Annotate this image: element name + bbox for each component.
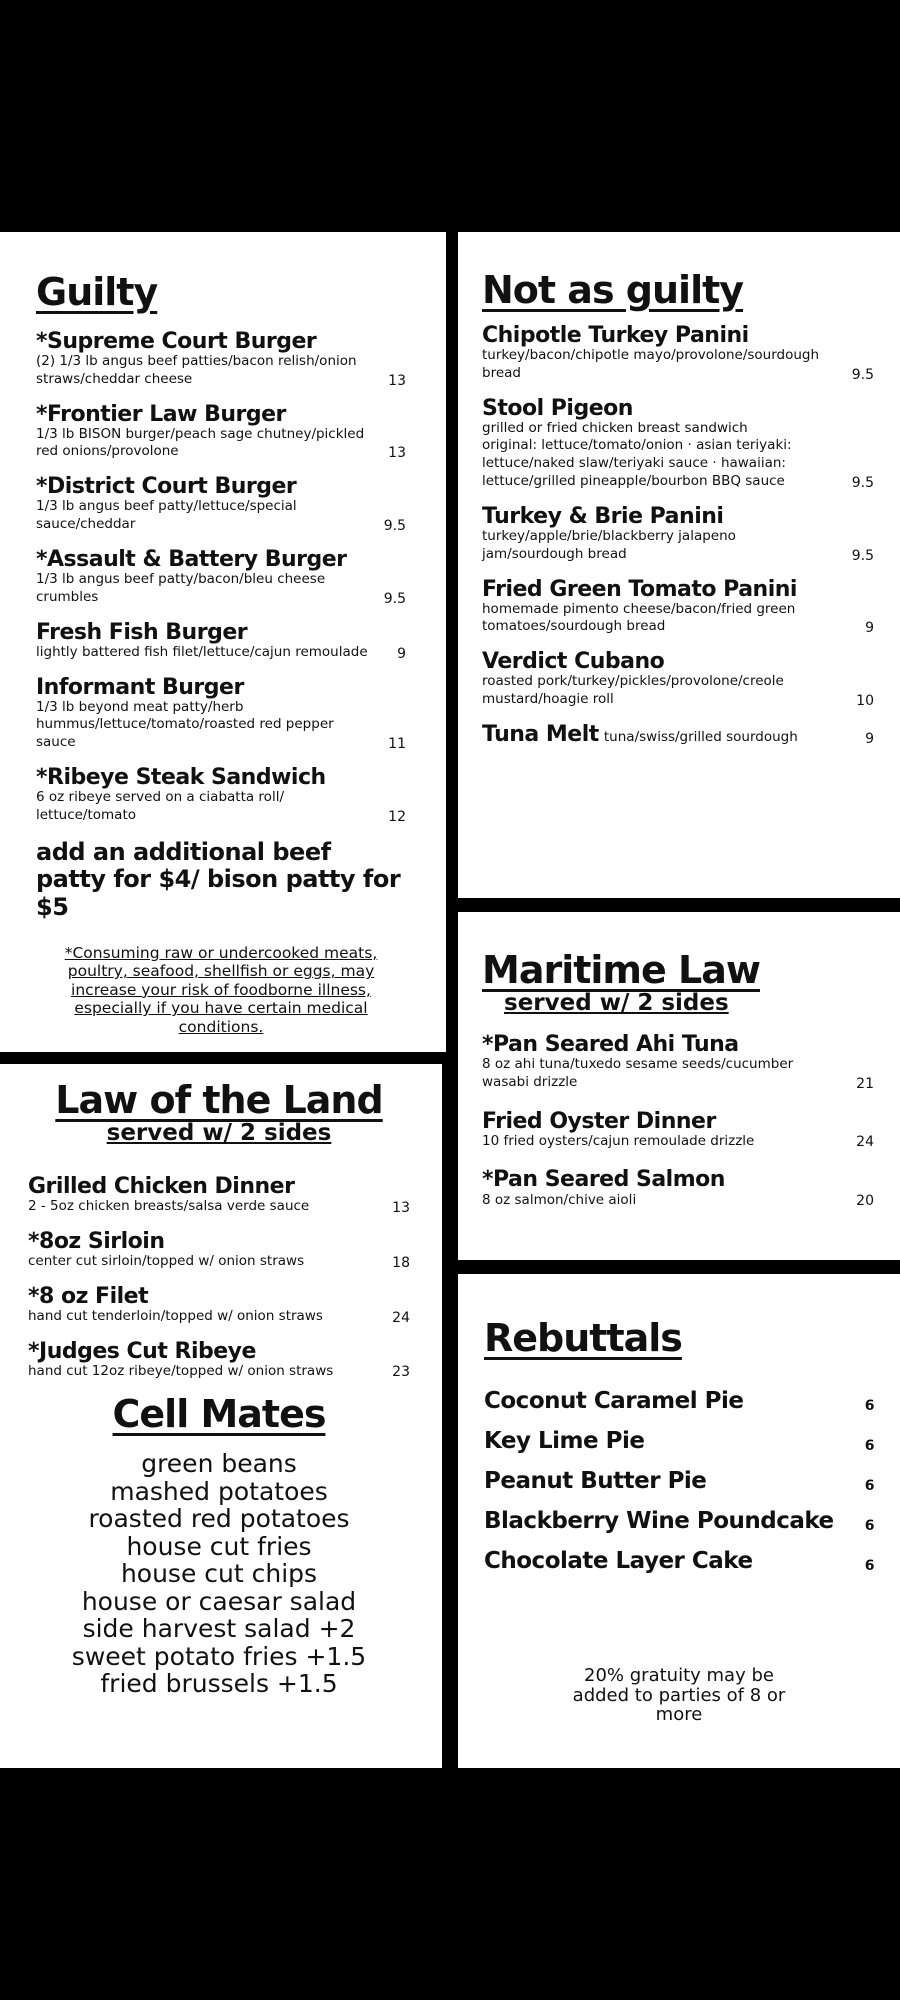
extra-patty-note: add an additional beef patty for $4/ bison patty for $5: [36, 837, 401, 922]
cellmates-title: Cell Mates: [112, 1392, 326, 1437]
side-item: roasted red potatoes: [88, 1504, 350, 1534]
item-name: Stool Pigeon: [482, 395, 633, 421]
item-desc: 1/3 lb BISON burger/peach sage chutney/pickled red onions/provolone: [36, 425, 365, 460]
item-desc: 1/3 lb beyond meat patty/herb hummus/lettuce/tomato/roasted red pepper sauce: [36, 698, 334, 751]
dessert-name: Chocolate Layer Cake: [484, 1547, 753, 1574]
item-name: *Judges Cut Ribeye: [28, 1338, 256, 1364]
land-panel: [0, 1064, 442, 1768]
side-item: mashed potatoes: [110, 1476, 328, 1506]
dessert-price: 6: [864, 1477, 874, 1494]
item-desc: turkey/apple/brie/blackberry jalapeno jam/sourdough bread: [482, 527, 736, 562]
item-desc: 2 - 5oz chicken breasts/salsa verde sauce: [28, 1197, 310, 1214]
not-guilty-title: Not as guilty: [482, 268, 744, 312]
item-desc: (2) 1/3 lb angus beef patties/bacon relish/onion straws/cheddar cheese: [36, 352, 357, 387]
dessert-item: [484, 1508, 874, 1548]
rebuttals-panel: [458, 1274, 900, 1768]
item-price: 9: [397, 645, 406, 662]
item-price: 13: [392, 1199, 410, 1216]
menu-item: [36, 621, 406, 662]
side-item: house or caesar salad: [81, 1586, 357, 1616]
item-name: *Ribeye Steak Sandwich: [36, 765, 326, 791]
dessert-item: [484, 1468, 874, 1508]
dessert-price: 6: [864, 1517, 874, 1534]
menu-item: [482, 1033, 874, 1092]
menu-item: [28, 1340, 410, 1381]
item-price: 9: [865, 620, 874, 637]
maritime-panel: [458, 912, 900, 1260]
item-name: *Pan Seared Ahi Tuna: [482, 1031, 739, 1057]
item-desc: 1/3 lb angus beef patty/bacon/bleu cheese crumbles: [36, 571, 326, 605]
side-item: sweet potato fries +1.5: [71, 1641, 367, 1671]
side-item: fried brussels +1.5: [100, 1669, 338, 1699]
sides-list: [28, 1450, 410, 1698]
item-desc: 6 oz ribeye served on a ciabatta roll/ lettuce/tomato: [36, 789, 284, 824]
item-name: *Pan Seared Salmon: [482, 1167, 725, 1193]
item-desc: grilled or fried chicken breast sandwich: [482, 419, 748, 436]
item-price: 9.5: [383, 517, 406, 534]
item-price: 11: [388, 736, 406, 753]
item-price: 13: [388, 372, 406, 389]
menu-item: [28, 1230, 410, 1271]
dessert-price: 6: [864, 1557, 874, 1574]
menu-item: [36, 548, 406, 607]
item-name: *8 oz Filet: [28, 1283, 149, 1309]
menu-item: [36, 676, 406, 753]
item-desc: tuna/swiss/grilled sourdough: [603, 729, 798, 746]
menu-item: [482, 578, 874, 637]
guilty-panel: [0, 232, 446, 1052]
item-name: Tuna Melt: [482, 722, 599, 748]
item-name: *Frontier Law Burger: [36, 401, 286, 427]
menu-item: [482, 723, 874, 747]
item-desc: roasted pork/turkey/pickles/provolone/creole mustard/hoagie roll: [482, 673, 784, 708]
item-price: 9.5: [851, 474, 874, 491]
guilty-title: Guilty: [36, 270, 158, 314]
item-price: 12: [388, 808, 406, 825]
item-price: 24: [856, 1134, 874, 1151]
side-item: house cut chips: [120, 1559, 318, 1589]
item-name: Grilled Chicken Dinner: [28, 1173, 295, 1199]
gratuity-note: 20% gratuity may be added to parties of 8 or more: [572, 1664, 786, 1726]
side-item: side harvest salad +2: [82, 1614, 356, 1644]
item-price: 23: [392, 1364, 410, 1381]
maritime-heading: [482, 950, 874, 1015]
item-price: 9.5: [851, 547, 874, 564]
menu-item: [482, 1110, 874, 1151]
item-name: *Supreme Court Burger: [36, 328, 317, 354]
menu-item: [36, 766, 406, 825]
land-subtitle: served w/ 2 sides: [106, 1119, 332, 1146]
item-price: 10: [856, 693, 874, 710]
menu-item: [36, 403, 406, 462]
menu-item: [482, 397, 874, 491]
item-name: Fried Oyster Dinner: [482, 1108, 716, 1134]
item-price: 9.5: [383, 590, 406, 607]
not-guilty-panel: [458, 232, 900, 898]
menu-item: [482, 650, 874, 709]
menu-item: [482, 505, 874, 564]
item-desc: hand cut tenderloin/topped w/ onion straws: [28, 1307, 323, 1324]
item-name: Chipotle Turkey Panini: [482, 322, 749, 348]
land-title: Law of the Land: [55, 1078, 383, 1122]
menu-item: [28, 1285, 410, 1326]
maritime-title: Maritime Law: [482, 948, 760, 992]
dessert-name: Peanut Butter Pie: [484, 1467, 707, 1494]
item-desc: center cut sirloin/topped w/ onion straws: [28, 1252, 305, 1269]
item-price: 13: [388, 445, 406, 462]
item-price: 20: [856, 1193, 874, 1210]
side-item: house cut fries: [126, 1531, 312, 1561]
land-heading: [28, 1080, 410, 1145]
guilty-list: [36, 330, 406, 825]
item-price: 24: [392, 1309, 410, 1326]
dessert-item: [484, 1428, 874, 1468]
menu-item: [36, 330, 406, 389]
item-price: 9.5: [851, 366, 874, 383]
menu-item: [482, 1168, 874, 1209]
dessert-price: 6: [864, 1397, 874, 1414]
item-name: *District Court Burger: [36, 474, 297, 500]
dessert-item: [484, 1548, 874, 1588]
menu-item: [36, 475, 406, 534]
dessert-item: [484, 1388, 874, 1428]
dessert-list: [484, 1388, 874, 1588]
item-price: 18: [392, 1254, 410, 1271]
item-price: 9: [865, 730, 874, 747]
item-desc: 10 fried oysters/cajun remoulade drizzle: [482, 1132, 755, 1149]
menu-item: [482, 324, 874, 383]
maritime-subtitle: served w/ 2 sides: [504, 989, 729, 1016]
dessert-name: Key Lime Pie: [484, 1427, 645, 1454]
side-item: green beans: [141, 1449, 297, 1479]
item-price: 21: [856, 1075, 874, 1092]
item-name: *8oz Sirloin: [28, 1228, 165, 1254]
item-name: Fresh Fish Burger: [36, 619, 248, 645]
item-variants: original: lettuce/tomato/onion · asian teriyaki: lettuce/naked slaw/teriyaki sauce · hawaiian: lettuce/grilled pineapple/bourbon BBQ sauce: [482, 437, 792, 490]
item-desc: hand cut 12oz ribeye/topped w/ onion straws: [28, 1362, 334, 1379]
item-desc: homemade pimento cheese/bacon/fried green tomatoes/sourdough bread: [482, 600, 796, 635]
item-name: Informant Burger: [36, 674, 244, 700]
rebuttals-title: Rebuttals: [484, 1316, 682, 1360]
item-name: *Assault & Battery Burger: [36, 546, 347, 572]
dessert-name: Coconut Caramel Pie: [484, 1387, 744, 1414]
item-desc: 8 oz ahi tuna/tuxedo sesame seeds/cucumber wasabi drizzle: [482, 1055, 794, 1090]
item-desc: 8 oz salmon/chive aioli: [482, 1191, 637, 1208]
item-name: Turkey & Brie Panini: [482, 503, 724, 529]
item-desc: 1/3 lb angus beef patty/lettuce/special sauce/cheddar: [36, 498, 297, 533]
item-name: Fried Green Tomato Panini: [482, 576, 797, 602]
item-name: Verdict Cubano: [482, 649, 665, 675]
item-desc: lightly battered fish filet/lettuce/cajun remoulade: [36, 643, 368, 660]
dessert-price: 6: [864, 1437, 874, 1454]
item-desc: turkey/bacon/chipotle mayo/provolone/sourdough bread: [482, 346, 820, 381]
menu-item: [28, 1175, 410, 1216]
dessert-name: Blackberry Wine Poundcake: [484, 1507, 834, 1534]
consumer-advisory: *Consuming raw or undercooked meats, poultry, seafood, shellfish or eggs, may increase your risk of foodborne illness, especially if you have certain medical conditions.: [64, 943, 378, 1036]
